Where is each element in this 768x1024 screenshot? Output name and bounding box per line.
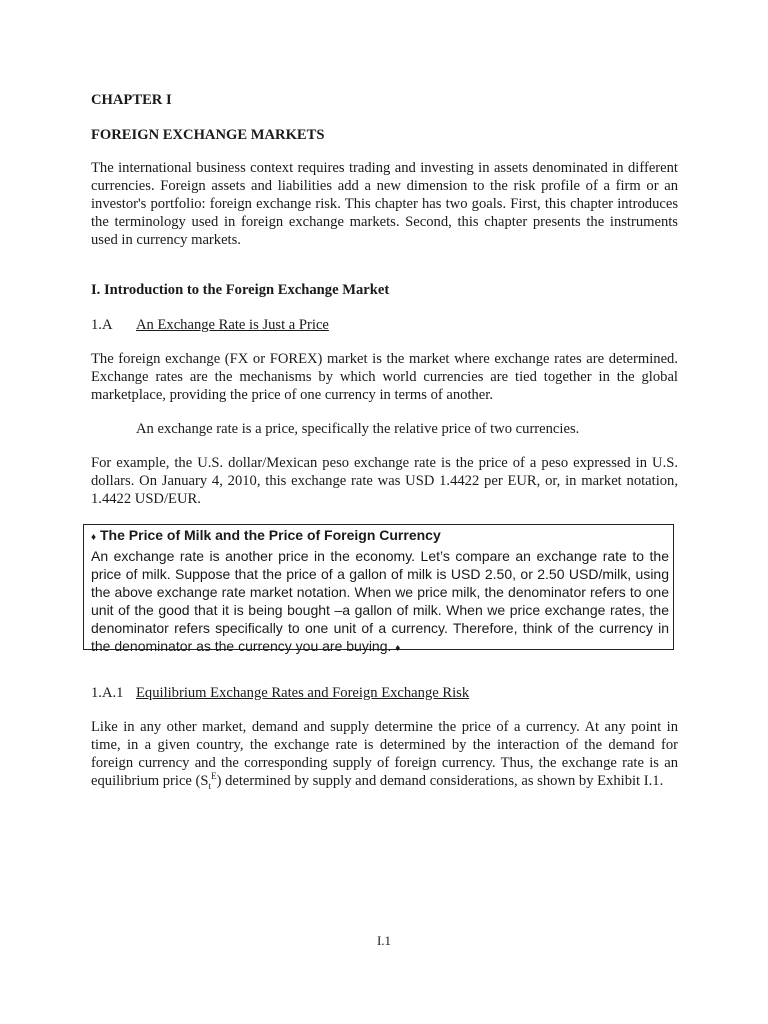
subsection-number: 1.A <box>91 317 113 333</box>
callout-title-text: The Price of Milk and the Price of Foreign Currency <box>100 527 441 543</box>
milk-price-callout-box <box>83 524 674 654</box>
equilibrium-subscript: t <box>208 780 212 791</box>
subsection-heading-1a1 <box>91 684 678 702</box>
subsection-title: Equilibrium Exchange Rates and Foreign Exchange Risk <box>136 685 470 701</box>
section-heading: I. Introduction to the Foreign Exchange Market <box>91 282 390 298</box>
chapter-label: CHAPTER I <box>91 92 172 108</box>
fx-market-paragraph: The foreign exchange (FX or FOREX) market is the market where exchange rates are determined. Exchange rates are the mechanisms by which world currencies are tied together in the global marketplace, providing the price of one currency in terms of another. <box>91 351 678 403</box>
equilibrium-paragraph <box>91 718 678 790</box>
callout-body-text: An exchange rate is another price in the economy. Let’s compare an exchange rate to the price of milk. Suppose that the price of a gallon of milk is USD 2.50, or 2.50 USD/milk, using the above exchange rate market notation. When we price milk, the denominator refers to one unit of the good that it is being bought –a gallon of milk. When we price exchange rates, the denominator refers specifically to one unit of a currency. Therefore, think of the currency in the denominator as the currency you are buying. <box>91 548 669 654</box>
diamond-end-icon: ♦ <box>395 643 401 654</box>
equilibrium-text-start: Like in any other market, demand and supply determine the price of a currency. At any point in time, in a given country, the exchange rate is determined by the interaction of the demand for foreign currency and the corresponding supply of foreign currency. Thus, the exchange rate is an equilibrium price (S <box>91 719 678 789</box>
page-number: I.1 <box>376 933 392 948</box>
equilibrium-superscript: E <box>211 771 217 782</box>
example-paragraph: For example, the U.S. dollar/Mexican peso exchange rate is the price of a peso expressed in U.S. dollars. On January 4, 2010, this exchange rate was USD 1.4422 per EUR, or, in market notation, 1.4422 USD/EUR. <box>91 455 678 507</box>
subsection-title: An Exchange Rate is Just a Price <box>136 317 329 333</box>
equilibrium-text-end: ) determined by supply and demand considerations, as shown by Exhibit I.1. <box>216 773 664 789</box>
diamond-bullet-icon: ♦ <box>91 532 97 543</box>
chapter-title: FOREIGN EXCHANGE MARKETS <box>91 127 325 143</box>
callout-title <box>91 526 669 547</box>
intro-paragraph: The international business context requires trading and investing in assets denominated in different currencies. Foreign assets and liabilities add a new dimension to the risk profile of a firm or an investor's portfolio: foreign exchange risk. This chapter has two goals. First, this chapter introduces the terminology used in foreign exchange markets. Second, this chapter presents the instruments used in currency markets. <box>91 160 678 248</box>
subsection-heading-1a <box>91 316 678 334</box>
subsection-number: 1.A.1 <box>91 685 124 701</box>
callout-body <box>91 547 669 658</box>
indented-definition: An exchange rate is a price, specifically the relative price of two currencies. <box>136 421 580 437</box>
